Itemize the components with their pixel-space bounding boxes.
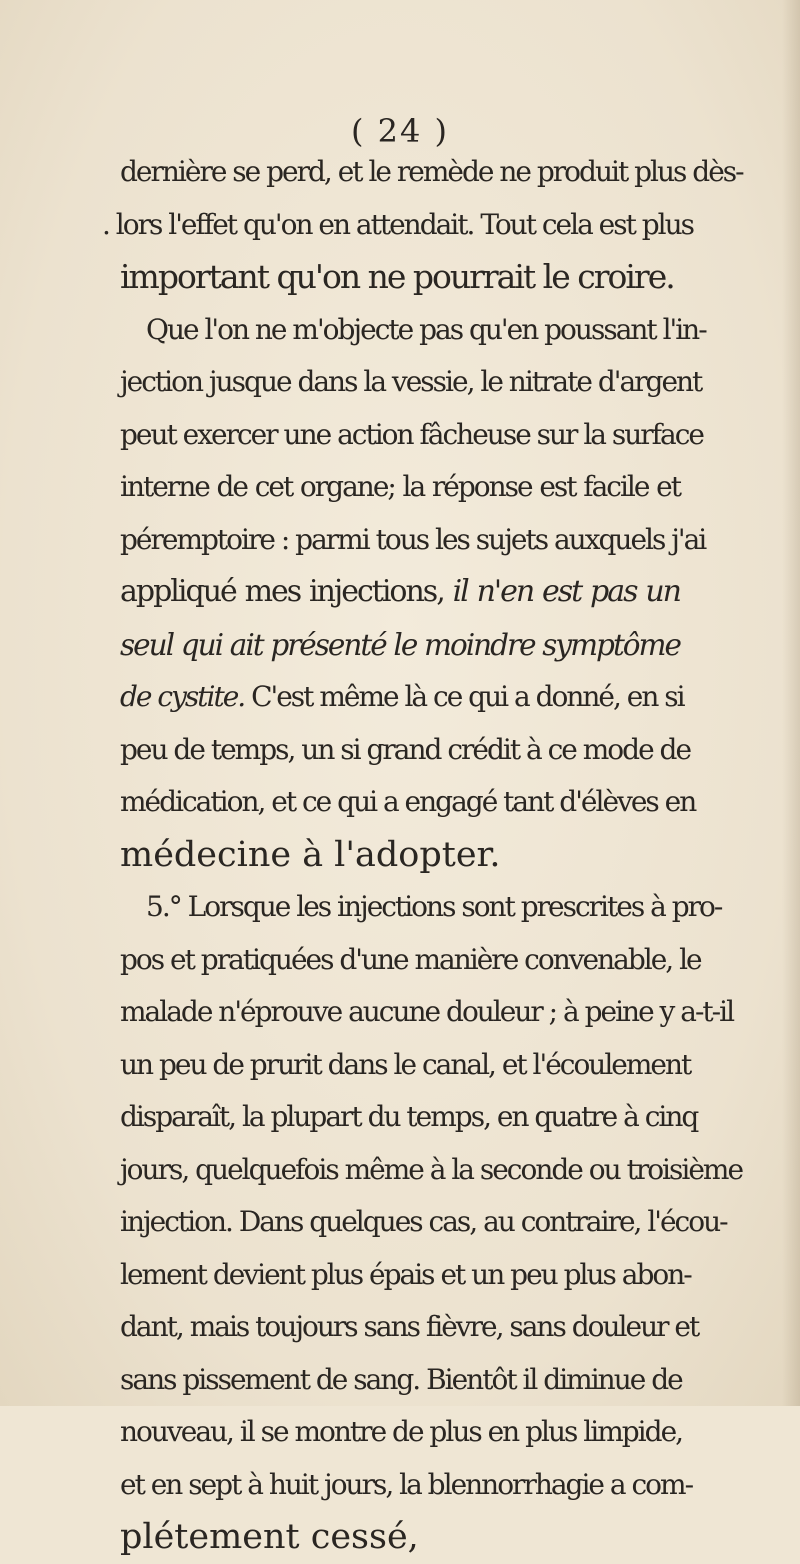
text-line: interne de cet organe; la réponse est facile et <box>120 470 680 503</box>
text-line: un peu de prurit dans le canal, et l'écoulement <box>120 1047 691 1081</box>
text-line: peut exercer une action fâcheuse sur la surface <box>120 417 703 451</box>
text-line: . lors l'effet qu'on en attendait. Tout cela est plus <box>102 207 694 241</box>
text-line: péremptoire : parmi tous les sujets auxquels j'ai <box>120 522 706 556</box>
text-line: nouveau, il se montre de plus en plus limpide, <box>120 1415 683 1448</box>
text-line: jection jusque dans la vessie, le nitrate d'argent <box>120 365 702 398</box>
text-line: malade n'éprouve aucune douleur ; à peine y a-t-il <box>120 995 734 1028</box>
text-line: et en sept à huit jours, la blennorrhagie a com- <box>120 1467 693 1501</box>
text-line: sans pissement de sang. Bientôt il diminue de <box>120 1362 682 1396</box>
text-line: important qu'on ne pourrait le croire. <box>120 257 674 296</box>
italic-segment: il n'en est pas un <box>452 574 680 609</box>
text-line: disparaît, la plupart du temps, en quatre à cinq <box>120 1100 698 1133</box>
italic-line: seul qui ait présenté le moindre symptôme <box>120 627 680 662</box>
text-line: médecine à l'adopter. <box>120 834 501 875</box>
text-line: plétement cessé, <box>120 1517 419 1557</box>
paragraph-start-line: 5.° Lorsque les injections sont prescrites à pro- <box>146 890 722 923</box>
text-line: pos et pratiquées d'une manière convenable, le <box>120 942 701 976</box>
text-line-mixed <box>120 566 680 619</box>
paragraph-start-line: Que l'on ne m'objecte pas qu'en poussant l'in- <box>146 312 706 346</box>
text-line: peu de temps, un si grand crédit à ce mode de <box>120 732 691 766</box>
body-text <box>102 146 743 1564</box>
text-segment: appliqué mes injections, <box>120 574 444 609</box>
text-segment: C'est même là ce qui a donné, en si <box>251 680 684 713</box>
italic-segment: de cystite. <box>120 680 245 713</box>
text-line: médication, et ce qui a engagé tant d'élèves en <box>120 785 696 818</box>
page-number: ( 24 ) <box>350 112 450 150</box>
text-line: lement devient plus épais et un peu plus abon- <box>120 1257 691 1291</box>
text-line: dernière se perd, et le remède ne produit plus dès- <box>120 155 743 188</box>
page-edge-shadow <box>782 0 800 1406</box>
text-line-mixed <box>120 671 684 724</box>
text-line: injection. Dans quelques cas, au contraire, l'écou- <box>120 1205 727 1238</box>
text-line: jours, quelquefois même à la seconde ou troisième <box>120 1152 743 1186</box>
text-line: dant, mais toujours sans fièvre, sans douleur et <box>120 1310 699 1343</box>
